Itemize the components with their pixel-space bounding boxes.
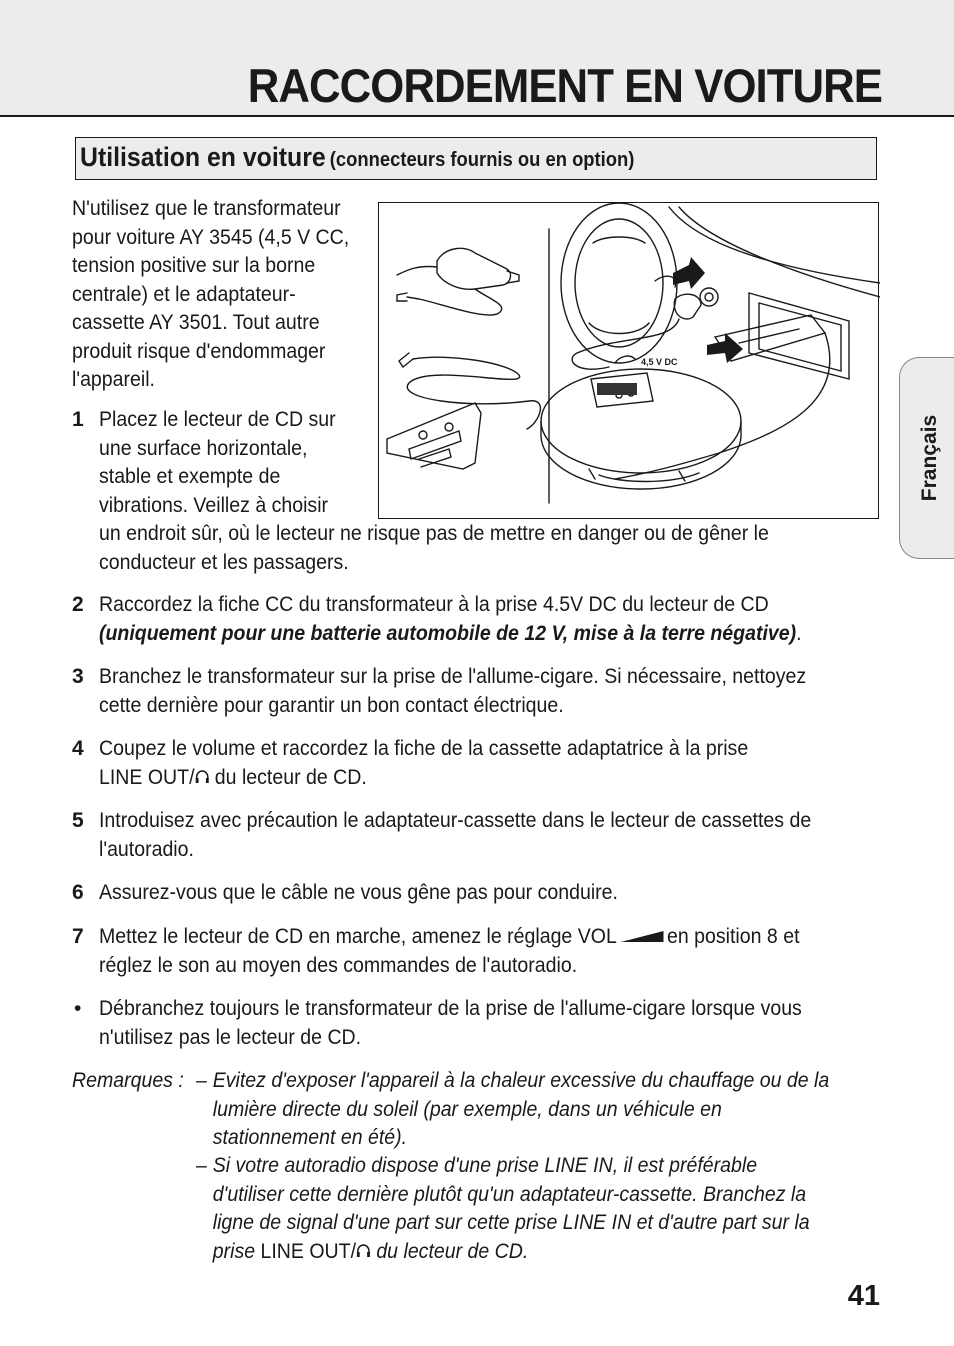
step-number: 3 bbox=[72, 665, 84, 688]
remark-dash: – bbox=[196, 1069, 207, 1092]
step-line: l'autoradio. bbox=[99, 837, 194, 861]
step-line bbox=[99, 923, 799, 952]
bullet-symbol: • bbox=[74, 997, 82, 1020]
remark-body bbox=[213, 1152, 810, 1266]
intro-line: cassette AY 3501. Tout autre bbox=[72, 311, 320, 334]
step-line: Introduisez avec précaution le adaptateur-cassette dans le lecteur de cassettes de bbox=[99, 809, 812, 832]
volume-wedge-icon bbox=[621, 929, 664, 943]
remark-2 bbox=[196, 1152, 810, 1266]
step-line: réglez le son au moyen des commandes de l'autoradio. bbox=[99, 953, 578, 977]
step-line: stable et exempte de bbox=[99, 465, 281, 488]
bullet-text bbox=[99, 995, 802, 1052]
step-number: 5 bbox=[72, 809, 84, 832]
remark-line: Si votre autoradio dispose d'une prise LINE IN, il est préférable bbox=[212, 1154, 758, 1177]
step-number: 7 bbox=[72, 925, 84, 948]
intro-line: centrale) et le adaptateur- bbox=[72, 282, 296, 306]
step-line-suffix: en position 8 et bbox=[667, 925, 800, 948]
section-title-main: Utilisation en voiture bbox=[80, 142, 326, 172]
language-tab[interactable] bbox=[899, 357, 954, 559]
bullet-line: Débranchez toujours le transformateur de la prise de l'allume-cigare lorsque vous bbox=[99, 997, 802, 1020]
line-out-label: LINE OUT/ bbox=[255, 1239, 357, 1263]
remark-1 bbox=[196, 1067, 829, 1153]
step-number: 6 bbox=[72, 881, 84, 904]
step-2-text bbox=[99, 591, 802, 648]
headphones-icon bbox=[356, 1243, 371, 1259]
page-number: 41 bbox=[847, 1280, 880, 1312]
intro-line: N'utilisez que le transformateur bbox=[72, 197, 341, 220]
step-number: 2 bbox=[72, 593, 84, 616]
step-number: 4 bbox=[72, 737, 84, 760]
step-line-suffix: du lecteur de CD. bbox=[209, 765, 367, 789]
bullet-line: n'utilisez pas le lecteur de CD. bbox=[99, 1025, 362, 1049]
page-title: RACCORDEMENT EN VOITURE bbox=[247, 59, 882, 112]
remark-line: Evitez d'exposer l'appareil à la chaleur excessive du chauffage ou de la bbox=[212, 1069, 830, 1092]
remark-line: lumière directe du soleil (par exemple, dans un véhicule en bbox=[212, 1097, 722, 1121]
step-4-text bbox=[99, 735, 748, 792]
remark-line: stationnement en été). bbox=[212, 1126, 408, 1149]
step-1-text bbox=[99, 406, 769, 577]
remark-body bbox=[213, 1067, 830, 1153]
step-line: conducteur et les passagers. bbox=[99, 550, 349, 574]
intro-line: tension positive sur la borne bbox=[72, 254, 316, 277]
remarks-label: Remarques : bbox=[72, 1069, 184, 1092]
step-number: 1 bbox=[72, 408, 84, 431]
remark-line-suffix: du lecteur de CD. bbox=[370, 1239, 529, 1263]
step-line bbox=[99, 764, 748, 793]
remark-line-prefix: prise bbox=[212, 1239, 256, 1263]
step-line: vibrations. Veillez à choisir bbox=[99, 493, 329, 517]
step-line: Raccordez la fiche CC du transformateur à la prise 4.5V DC du lecteur de CD bbox=[99, 593, 769, 616]
intro-line: pour voiture AY 3545 (4,5 V CC, bbox=[72, 225, 350, 249]
step-line: Branchez le transformateur sur la prise de l'allume-cigare. Si nécessaire, nettoyez bbox=[99, 665, 807, 688]
remark-line: d'utiliser cette dernière plutôt qu'un adaptateur-cassette. Branchez la bbox=[212, 1182, 807, 1206]
step-line: Coupez le volume et raccordez la fiche de la cassette adaptatrice à la prise bbox=[99, 737, 749, 760]
step-line: une surface horizontale, bbox=[99, 436, 308, 460]
line-out-label: LINE OUT/ bbox=[99, 765, 195, 789]
remark-line: ligne de signal d'une part sur cette prise LINE IN et d'autre part sur la bbox=[212, 1211, 810, 1234]
intro-line: produit risque d'endommager bbox=[72, 339, 326, 363]
section-header bbox=[75, 137, 877, 180]
language-tab-label: Français bbox=[918, 414, 941, 502]
step-6-text bbox=[99, 879, 618, 908]
step-2-emphasis: (uniquement pour une batterie automobile de 12 V, mise à la terre négative) bbox=[99, 621, 797, 645]
section-title bbox=[80, 142, 634, 173]
step-line: un endroit sûr, où le lecteur ne risque pas de mettre en danger ou de gêner le bbox=[99, 522, 769, 545]
remark-line bbox=[213, 1238, 810, 1267]
step-line: Placez le lecteur de CD sur bbox=[99, 408, 336, 431]
headphones-icon bbox=[194, 769, 209, 785]
section-title-sub: (connecteurs fournis ou en option) bbox=[329, 149, 635, 171]
step-line bbox=[99, 620, 802, 649]
step-line: Assurez-vous que le câble ne vous gêne pas pour conduire. bbox=[99, 881, 618, 904]
voltage-label: 4,5 V DC bbox=[641, 357, 678, 367]
step-3-text bbox=[99, 663, 806, 720]
step-2-end: . bbox=[796, 621, 802, 645]
step-5-text bbox=[99, 807, 811, 864]
step-line-prefix: Mettez le lecteur de CD en marche, amenez le réglage VOL bbox=[99, 925, 617, 948]
remark-dash: – bbox=[196, 1154, 207, 1177]
step-line: cette dernière pour garantir un bon contact électrique. bbox=[99, 693, 564, 717]
intro-line: l'appareil. bbox=[72, 368, 155, 391]
intro-paragraph bbox=[72, 195, 370, 395]
step-7-text bbox=[99, 923, 799, 980]
